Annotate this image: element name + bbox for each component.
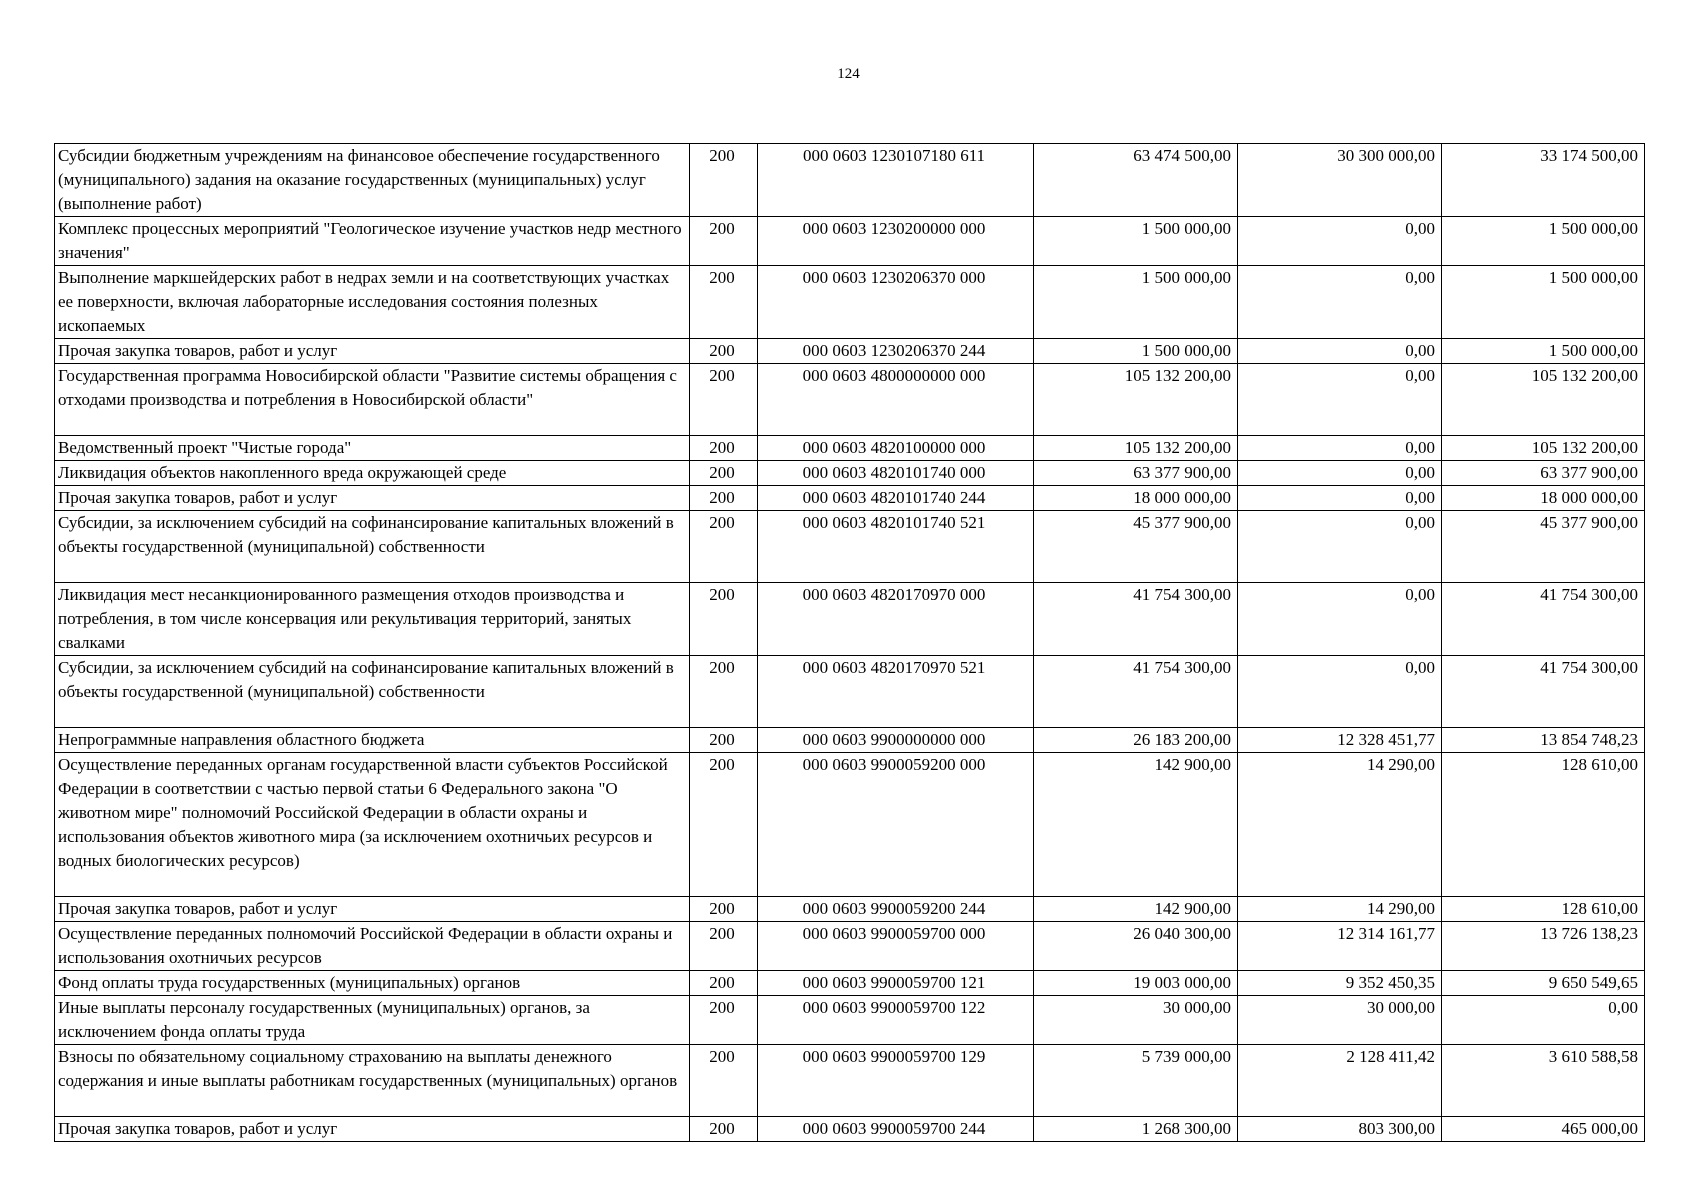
row-executed-amount: 0,00 [1238, 266, 1442, 339]
row-admin-code: 200 [690, 656, 758, 728]
row-remaining-amount: 128 610,00 [1442, 897, 1645, 922]
row-budget-code: 000 0603 9900059700 122 [758, 996, 1034, 1045]
row-budget-code: 000 0603 1230206370 244 [758, 339, 1034, 364]
row-executed-amount: 12 314 161,77 [1238, 922, 1442, 971]
page-number: 124 [837, 66, 860, 82]
table-row [55, 486, 1645, 511]
row-executed-amount: 14 290,00 [1238, 897, 1442, 922]
row-remaining-amount: 0,00 [1442, 996, 1645, 1045]
table-row [55, 511, 1645, 583]
table-row [55, 364, 1645, 436]
row-budget-code: 000 0603 4820170970 521 [758, 656, 1034, 728]
table-row [55, 461, 1645, 486]
row-executed-amount: 803 300,00 [1238, 1117, 1442, 1142]
row-budget-code: 000 0603 4820101740 244 [758, 486, 1034, 511]
table-row [55, 922, 1645, 971]
row-budget-code: 000 0603 1230200000 000 [758, 217, 1034, 266]
row-executed-amount: 30 000,00 [1238, 996, 1442, 1045]
row-executed-amount: 0,00 [1238, 486, 1442, 511]
row-admin-code: 200 [690, 583, 758, 656]
row-budget-code: 000 0603 4820101740 521 [758, 511, 1034, 583]
table-row [55, 1045, 1645, 1117]
row-executed-amount: 0,00 [1238, 511, 1442, 583]
row-budget-code: 000 0603 4800000000 000 [758, 364, 1034, 436]
row-remaining-amount: 18 000 000,00 [1442, 486, 1645, 511]
row-remaining-amount: 1 500 000,00 [1442, 339, 1645, 364]
row-admin-code: 200 [690, 753, 758, 897]
row-admin-code: 200 [690, 1045, 758, 1117]
row-approved-amount: 41 754 300,00 [1034, 583, 1238, 656]
row-name: Прочая закупка товаров, работ и услуг [55, 1117, 690, 1142]
row-approved-amount: 41 754 300,00 [1034, 656, 1238, 728]
row-admin-code: 200 [690, 266, 758, 339]
row-executed-amount: 0,00 [1238, 583, 1442, 656]
row-budget-code: 000 0603 9900000000 000 [758, 728, 1034, 753]
table-row [55, 266, 1645, 339]
row-remaining-amount: 41 754 300,00 [1442, 656, 1645, 728]
table-row [55, 996, 1645, 1045]
row-executed-amount: 9 352 450,35 [1238, 971, 1442, 996]
row-name: Выполнение маркшейдерских работ в недрах земли и на соответствующих участках ее поверхности, включая лабораторные исследования состояния полезных ископаемых [55, 266, 690, 339]
row-remaining-amount: 45 377 900,00 [1442, 511, 1645, 583]
row-approved-amount: 63 474 500,00 [1034, 144, 1238, 217]
row-approved-amount: 18 000 000,00 [1034, 486, 1238, 511]
row-budget-code: 000 0603 4820100000 000 [758, 436, 1034, 461]
row-executed-amount: 0,00 [1238, 656, 1442, 728]
row-executed-amount: 14 290,00 [1238, 753, 1442, 897]
row-approved-amount: 1 500 000,00 [1034, 217, 1238, 266]
row-budget-code: 000 0603 4820101740 000 [758, 461, 1034, 486]
row-executed-amount: 12 328 451,77 [1238, 728, 1442, 753]
row-admin-code: 200 [690, 339, 758, 364]
row-remaining-amount: 3 610 588,58 [1442, 1045, 1645, 1117]
row-admin-code: 200 [690, 364, 758, 436]
row-executed-amount: 2 128 411,42 [1238, 1045, 1442, 1117]
row-name: Взносы по обязательному социальному страхованию на выплаты денежного содержания и иные выплаты работникам государственных (муниципальных) органов [55, 1045, 690, 1117]
table-row [55, 217, 1645, 266]
table-row [55, 1117, 1645, 1142]
row-name: Комплекс процессных мероприятий "Геологическое изучение участков недр местного значения" [55, 217, 690, 266]
row-admin-code: 200 [690, 1117, 758, 1142]
row-budget-code: 000 0603 9900059700 129 [758, 1045, 1034, 1117]
row-name: Субсидии бюджетным учреждениям на финансовое обеспечение государственного (муниципального) задания на оказание государственных (муниципальных) услуг (выполнение работ) [55, 144, 690, 217]
row-budget-code: 000 0603 9900059200 000 [758, 753, 1034, 897]
row-remaining-amount: 1 500 000,00 [1442, 217, 1645, 266]
row-admin-code: 200 [690, 217, 758, 266]
row-executed-amount: 0,00 [1238, 461, 1442, 486]
row-name: Ведомственный проект "Чистые города" [55, 436, 690, 461]
row-admin-code: 200 [690, 996, 758, 1045]
table-row [55, 436, 1645, 461]
row-executed-amount: 30 300 000,00 [1238, 144, 1442, 217]
row-name: Прочая закупка товаров, работ и услуг [55, 486, 690, 511]
row-budget-code: 000 0603 4820170970 000 [758, 583, 1034, 656]
row-remaining-amount: 13 726 138,23 [1442, 922, 1645, 971]
row-remaining-amount: 128 610,00 [1442, 753, 1645, 897]
row-budget-code: 000 0603 9900059700 244 [758, 1117, 1034, 1142]
row-remaining-amount: 465 000,00 [1442, 1117, 1645, 1142]
table-row [55, 656, 1645, 728]
row-budget-code: 000 0603 9900059700 121 [758, 971, 1034, 996]
row-budget-code: 000 0603 1230206370 000 [758, 266, 1034, 339]
row-approved-amount: 19 003 000,00 [1034, 971, 1238, 996]
row-admin-code: 200 [690, 511, 758, 583]
row-admin-code: 200 [690, 728, 758, 753]
row-name: Ликвидация мест несанкционированного размещения отходов производства и потребления, в том числе консервация или рекультивация территорий, занятых свалками [55, 583, 690, 656]
row-approved-amount: 5 739 000,00 [1034, 1045, 1238, 1117]
table-row [55, 144, 1645, 217]
row-remaining-amount: 105 132 200,00 [1442, 436, 1645, 461]
row-budget-code: 000 0603 9900059200 244 [758, 897, 1034, 922]
row-approved-amount: 26 040 300,00 [1034, 922, 1238, 971]
row-budget-code: 000 0603 9900059700 000 [758, 922, 1034, 971]
row-admin-code: 200 [690, 486, 758, 511]
table-row [55, 583, 1645, 656]
row-name: Субсидии, за исключением субсидий на софинансирование капитальных вложений в объекты государственной (муниципальной) собственности [55, 511, 690, 583]
row-admin-code: 200 [690, 922, 758, 971]
row-admin-code: 200 [690, 897, 758, 922]
row-remaining-amount: 33 174 500,00 [1442, 144, 1645, 217]
table-row [55, 339, 1645, 364]
row-approved-amount: 30 000,00 [1034, 996, 1238, 1045]
row-approved-amount: 63 377 900,00 [1034, 461, 1238, 486]
row-remaining-amount: 9 650 549,65 [1442, 971, 1645, 996]
row-name: Непрограммные направления областного бюджета [55, 728, 690, 753]
row-name: Фонд оплаты труда государственных (муниципальных) органов [55, 971, 690, 996]
row-executed-amount: 0,00 [1238, 364, 1442, 436]
row-approved-amount: 105 132 200,00 [1034, 436, 1238, 461]
row-remaining-amount: 105 132 200,00 [1442, 364, 1645, 436]
row-name: Прочая закупка товаров, работ и услуг [55, 897, 690, 922]
row-executed-amount: 0,00 [1238, 339, 1442, 364]
row-name: Иные выплаты персоналу государственных (муниципальных) органов, за исключением фонда оплаты труда [55, 996, 690, 1045]
budget-table [54, 143, 1645, 1142]
row-remaining-amount: 41 754 300,00 [1442, 583, 1645, 656]
row-approved-amount: 1 268 300,00 [1034, 1117, 1238, 1142]
row-executed-amount: 0,00 [1238, 217, 1442, 266]
row-remaining-amount: 63 377 900,00 [1442, 461, 1645, 486]
row-remaining-amount: 13 854 748,23 [1442, 728, 1645, 753]
row-approved-amount: 1 500 000,00 [1034, 339, 1238, 364]
row-approved-amount: 142 900,00 [1034, 753, 1238, 897]
row-admin-code: 200 [690, 436, 758, 461]
row-admin-code: 200 [690, 971, 758, 996]
table-row [55, 897, 1645, 922]
row-name: Субсидии, за исключением субсидий на софинансирование капитальных вложений в объекты государственной (муниципальной) собственности [55, 656, 690, 728]
row-name: Осуществление переданных полномочий Российской Федерации в области охраны и использования охотничьих ресурсов [55, 922, 690, 971]
table-row [55, 753, 1645, 897]
row-admin-code: 200 [690, 461, 758, 486]
table-row [55, 971, 1645, 996]
row-name: Осуществление переданных органам государственной власти субъектов Российской Федерации в соответствии с частью первой статьи 6 Федерального закона "О животном мире" полномочий Российской Федерации в области охраны и использования объектов животного мира (за исключением охотничьих ресурсов и водных биологических ресурсов) [55, 753, 690, 897]
row-approved-amount: 45 377 900,00 [1034, 511, 1238, 583]
row-name: Государственная программа Новосибирской области "Развитие системы обращения с отходами производства и потребления в Новосибирской области" [55, 364, 690, 436]
row-admin-code: 200 [690, 144, 758, 217]
row-approved-amount: 26 183 200,00 [1034, 728, 1238, 753]
row-name: Ликвидация объектов накопленного вреда окружающей среде [55, 461, 690, 486]
row-name: Прочая закупка товаров, работ и услуг [55, 339, 690, 364]
table-row [55, 728, 1645, 753]
row-budget-code: 000 0603 1230107180 611 [758, 144, 1034, 217]
budget-table-body [55, 144, 1645, 1142]
row-approved-amount: 1 500 000,00 [1034, 266, 1238, 339]
row-executed-amount: 0,00 [1238, 436, 1442, 461]
row-remaining-amount: 1 500 000,00 [1442, 266, 1645, 339]
row-approved-amount: 105 132 200,00 [1034, 364, 1238, 436]
row-approved-amount: 142 900,00 [1034, 897, 1238, 922]
